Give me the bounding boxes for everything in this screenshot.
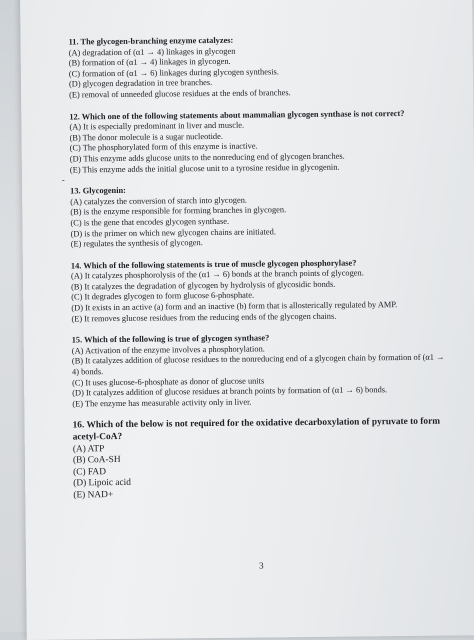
option-d: (D) Lipoic acid: [73, 478, 132, 489]
option-b: (B) is the enzyme responsible for forming branches in glycogen.: [70, 205, 287, 217]
question-title: 16. Which of the below is not required for the oxidative decarboxylation of pyruvate to form acetyl-CoA?: [72, 417, 441, 443]
option-c: (C) is the gene that encodes glycogen synthase.: [70, 216, 230, 228]
option-b: (B) formation of (α1 → 4) linkages in glycogen.: [68, 56, 231, 68]
option-c: (C) The phosphorylated form of this enzyme is inactive.: [69, 141, 258, 153]
exam-page: [20, 0, 474, 640]
question-14: [71, 257, 452, 325]
question-title: 12. Which one of the following statements about mammalian glycogen synthase is not correct?: [69, 108, 405, 122]
option-a: (A) Activation of the enzyme involves a phosphorylation.: [71, 344, 265, 356]
option-d: (D) glycogen degradation in tree branches.: [68, 78, 213, 89]
question-12: [69, 108, 450, 176]
question-title: 15. Which of the following is true of glycogen synthase?: [71, 333, 270, 345]
question-title: 11. The glycogen-branching enzyme catalyzes:: [68, 35, 234, 47]
question-16: [73, 417, 454, 502]
option-b: (B) It catalyzes addition of glucose residues to the nonreducing end of a glycogen chain by formation of (α1 → 4) bonds.: [71, 353, 445, 377]
option-c: (C) FAD: [73, 466, 107, 478]
option-a: (A) ATP: [72, 443, 105, 455]
option-e: (E) removal of unneeded glucose residues at the ends of branches.: [69, 88, 291, 100]
option-b: (B) CoA-SH: [72, 455, 121, 466]
option-d: (D) This enzyme adds glucose units to the nonreducing end of glycogen branches.: [69, 151, 345, 164]
option-e: (E) regulates the synthesis of glycogen.: [70, 238, 203, 249]
option-a: (A) degradation of (α1 → 4) linkages in glycogen: [68, 46, 236, 58]
option-e: (E) NAD+: [73, 490, 114, 501]
option-e: (E) The enzyme has measurable activity only in liver.: [72, 397, 252, 409]
question-11: [69, 34, 450, 102]
option-a: (A) It is especially predominant in liver and muscle.: [69, 120, 245, 132]
question-15: [72, 332, 453, 410]
option-e: (E) It removes glucose residues from the reducing ends of the glycogen chains.: [71, 311, 337, 324]
option-b: (B) It catalyzes the degradation of glycogen by hydrolysis of glycosidic bonds.: [71, 279, 336, 292]
question-13: [70, 183, 451, 251]
option-d: (D) It exists in an active (a) form and an inactive (b) form that is allosterically regulated by AMP.: [71, 300, 398, 313]
option-c: (C) It uses glucose-6-phosphate as donor of glucose units: [72, 376, 265, 388]
option-b: (B) The donor molecule is a sugar nucleotide.: [69, 131, 223, 143]
option-d: (D) is the primer on which new glycogen chains are initiated.: [70, 226, 276, 238]
page-number: 3: [258, 560, 264, 571]
option-d: (D) It catalyzes addition of glucose residues at branch points by formation of (α1 → 6) bonds.: [72, 385, 388, 398]
option-e: (E) This enzyme adds the initial glucose unit to a tyrosine residue in glycogenin.: [69, 162, 340, 175]
question-title: 13. Glycogenin:: [70, 186, 126, 196]
option-a: (A) It catalyzes phosphorolysis of the (α1 → 6) bonds at the branch points of glycogen.: [70, 268, 364, 281]
option-c: (C) formation of (α1 → 6) linkages during glycogen synthesis.: [68, 67, 279, 79]
option-c: (C) It degrades glycogen to form glucose 6-phosphate.: [71, 291, 255, 302]
question-title: 14. Which of the following statements is true of muscle glycogen phosphorylase?: [70, 258, 357, 271]
question-list: [69, 34, 454, 514]
margin-mark: -: [61, 175, 65, 185]
option-a: (A) catalyzes the conversion of starch into glycogen.: [70, 195, 248, 207]
